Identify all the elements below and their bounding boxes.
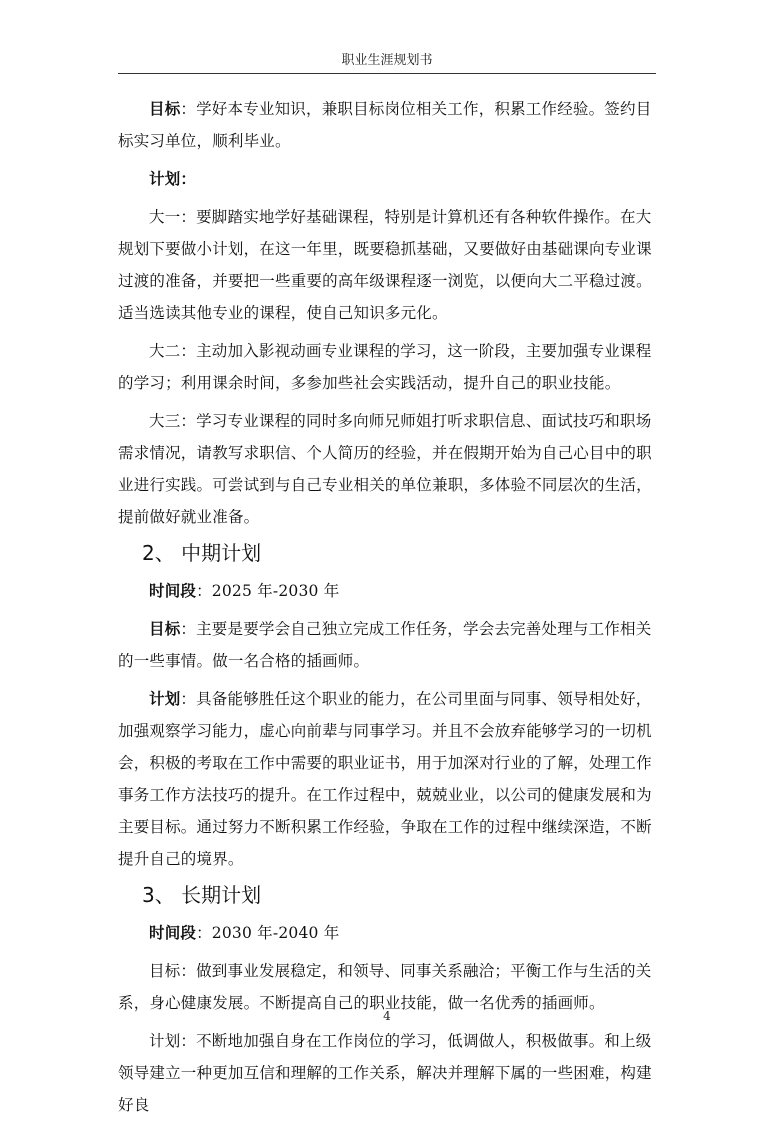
plan-label-colon: ： [180, 169, 197, 188]
plan-label: 计划 [149, 689, 181, 708]
period-text: ：2030 年-2040 年 [196, 924, 340, 942]
mid-term-plan-paragraph [118, 683, 658, 875]
document-header-title: 职业生涯规划书 [341, 53, 433, 68]
document-body [118, 93, 658, 1121]
long-term-goal-paragraph: 目标：做到事业发展稳定，和领导、同事关系融洽；平衡工作与生活的关系，身心健康发展。不断提高自己的职业技能，做一名优秀的插画师。 [118, 962, 652, 1012]
short-term-plan-label-paragraph [118, 163, 658, 195]
header-divider [118, 73, 656, 74]
goal-text: ：学好本专业知识，兼职目标岗位相关工作，积累工作经验。签约目标实习单位，顺利毕业。 [118, 100, 652, 150]
goal-label: 目标 [149, 619, 181, 638]
plan-label: 计划 [149, 169, 181, 188]
period-label: 时间段 [149, 923, 197, 942]
period-label: 时间段 [149, 581, 197, 600]
goal-text: ：主要是要学会自己独立完成工作任务，学会去完善处理与工作相关的一些事情。做一名合格的插画师。 [118, 620, 652, 670]
mid-term-heading: 2、 中期计划 [142, 541, 262, 565]
year-three-plan-paragraph: 大三：学习专业课程的同时多向师兄师姐打听求职信息、面试技巧和职场需求情况，请教写求职信、个人简历的经验，并在假期开始为自己心目中的职业进行实践。可尝试到与自己专业相关的单位兼职，多体验不同层次的生活，提前做好就业准备。 [118, 412, 652, 526]
period-text: ：2025 年-2030 年 [196, 582, 340, 600]
short-term-goal-paragraph [118, 93, 658, 157]
page-number: 4 [383, 1009, 391, 1023]
goal-label: 目标 [149, 99, 181, 118]
plan-text: ：具备能够胜任这个职业的能力，在公司里面与同事、领导相处好，加强观察学习能力，虚心向前辈与同事学习。并且不会放弃能够学习的一切机会，积极的考取在工作中需要的职业证书，用于加深对行业的了解，处理工作事务工作方法技巧的提升。在工作过程中，兢兢业业，以公司的健康发展和为主要目标。通过努力不断积累工作经验，争取在工作的过程中继续深造，不断提升自己的境界。 [118, 690, 652, 868]
mid-term-period-paragraph [118, 575, 658, 607]
long-term-period-paragraph [118, 917, 658, 949]
year-one-plan-paragraph: 大一：要脚踏实地学好基础课程，特别是计算机还有各种软件操作。在大规划下要做小计划，在这一年里，既要稳抓基础，又要做好由基础课向专业课过渡的准备，并要把一些重要的高年级课程逐一浏览，以便向大二平稳过渡。适当选读其他专业的课程，使自己知识多元化。 [118, 208, 652, 322]
long-term-heading: 3、 长期计划 [142, 883, 262, 907]
long-term-plan-paragraph: 计划：不断地加强自身在工作岗位的学习，低调做人，积极做事。和上级领导建立一种更加互信和理解的工作关系，解决并理解下属的一些困难，构建好良 [118, 1032, 652, 1114]
mid-term-goal-paragraph [118, 613, 658, 677]
year-two-plan-paragraph: 大二：主动加入影视动画专业课程的学习，这一阶段，主要加强专业课程的学习；利用课余时间，多参加些社会实践活动，提升自己的职业技能。 [118, 342, 652, 392]
